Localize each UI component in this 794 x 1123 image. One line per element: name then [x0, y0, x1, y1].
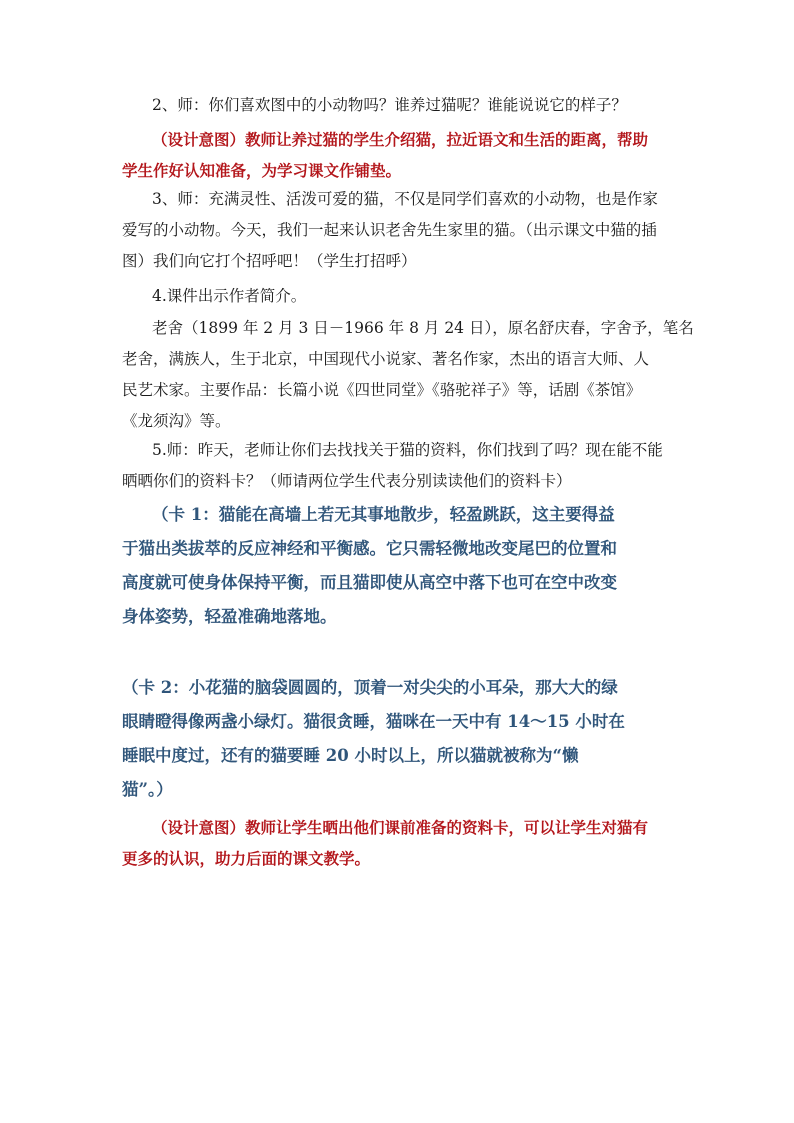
text-line: （卡 1：猫能在高墙上若无其事地散步，轻盈跳跃，这主要得益 [152, 505, 615, 524]
text-line: 学生作好认知准备，为学习课文作铺垫。 [122, 161, 402, 180]
text-line: 眼睛瞪得像两盏小绿灯。猫很贪睡，猫咪在一天中有 14～15 小时在 [122, 712, 625, 731]
text-line: （设计意图）教师让学生晒出他们课前准备的资料卡，可以让学生对猫有 [152, 818, 649, 837]
text-line: 身体姿势，轻盈准确地落地。 [122, 607, 337, 626]
text-line: 老舍（1899 年 2 月 3 日－1966 年 8 月 24 日），原名舒庆春，字舍予，笔名 [152, 319, 694, 337]
paragraph-teacher-5 [122, 435, 678, 497]
text-line: 《龙须沟》等。 [122, 412, 231, 430]
resource-card-2 [122, 671, 678, 807]
text-line: 5.师：昨天，老师让你们去找找关于猫的资料，你们找到了吗？现在能不能 [152, 441, 663, 459]
text-line: （设计意图）教师让养过猫的学生介绍猫，拉近语文和生活的距离，帮助 [152, 130, 649, 149]
text-line: 高度就可使身体保持平衡，而且猫即使从高空中落下也可在空中改变 [122, 573, 617, 592]
text-line: 4.课件出示作者简介。 [152, 287, 307, 305]
text-line: 于猫出类拔萃的反应神经和平衡感。它只需轻微地改变尾巴的位置和 [122, 539, 617, 558]
text-line: 老舍，满族人，生于北京，中国现代小说家、著名作家，杰出的语言大师、人 [122, 350, 650, 368]
text-line: 图）我们向它打个招呼吧！（学生打招呼） [122, 252, 417, 270]
author-biography [122, 313, 694, 437]
text-line: 猫”。） [122, 780, 173, 799]
text-line: 民艺术家。主要作品：长篇小说《四世同堂》《骆驼祥子》等，话剧《茶馆》 [122, 381, 642, 399]
resource-card-1 [122, 498, 678, 634]
text-line: 3、师：充满灵性、活泼可爱的猫，不仅是同学们喜欢的小动物，也是作家 [152, 190, 658, 208]
text-line: 2、师：你们喜欢图中的小动物吗？谁养过猫呢？谁能说说它的样子？ [152, 96, 627, 114]
text-line: （卡 2：小花猫的脑袋圆圆的，顶着一对尖尖的小耳朵，那大大的绿 [122, 678, 618, 697]
paragraph-teacher-3 [122, 184, 678, 277]
text-line: 晒晒你们的资料卡？（师请两位学生代表分别读读他们的资料卡） [122, 472, 572, 490]
paragraph-question-2 [122, 90, 678, 121]
text-line: 更多的认识，助力后面的课文教学。 [122, 849, 371, 868]
design-intent-2 [122, 812, 678, 874]
paragraph-author-intro-heading [122, 281, 678, 312]
design-intent-1 [122, 124, 678, 186]
text-line: 爱写的小动物。今天，我们一起来认识老舍先生家里的猫。（出示课文中猫的插 [122, 221, 657, 239]
text-line: 睡眠中度过，还有的猫要睡 20 小时以上，所以猫就被称为“懒 [122, 746, 579, 765]
